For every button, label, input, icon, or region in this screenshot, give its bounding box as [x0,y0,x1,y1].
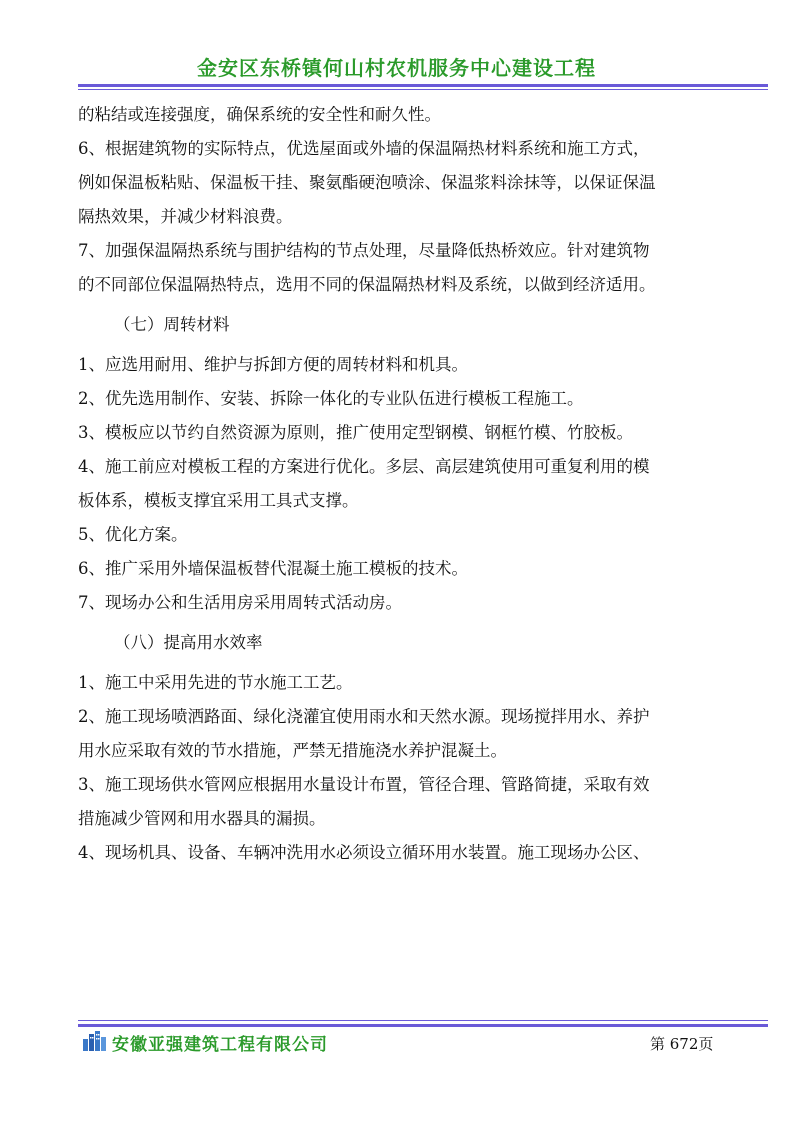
body-text-line: 措施减少管网和用水器具的漏损。 [78,809,326,828]
header-rule-thick [78,84,768,87]
body-text-line: 6、根据建筑物的实际特点，优选屋面或外墙的保温隔热材料系统和施工方式， [78,139,650,158]
body-text-line: 1、应选用耐用、维护与拆卸方便的周转材料和机具。 [78,355,468,374]
body-text-line: 的粘结或连接强度，确保系统的安全性和耐久性。 [78,105,441,124]
page-header-title: 金安区东桥镇何山村农机服务中心建设工程 [197,56,596,80]
body-text-line: 1、施工中采用先进的节水施工工艺。 [78,673,353,692]
body-text-line: 例如保温板粘贴、保温板干挂、聚氨酯硬泡喷涂、保温浆料涂抹等，以保证保温 [78,173,656,192]
header-rule-thin [78,89,768,90]
document-body [78,98,718,870]
section-heading: （七）周转材料 [114,315,230,334]
body-text-line: 用水应采取有效的节水措施，严禁无措施浇水养护混凝土。 [78,741,507,760]
footer-rule-thick [78,1024,768,1027]
body-text-line: 7、现场办公和生活用房采用周转式活动房。 [78,593,402,612]
body-text-line: 板体系，模板支撑宜采用工具式支撑。 [78,491,359,510]
body-text-line: 3、施工现场供水管网应根据用水量设计布置，管径合理、管路简捷，采取有效 [78,775,650,794]
body-text-line: 4、施工前应对模板工程的方案进行优化。多层、高层建筑使用可重复利用的模 [78,457,650,476]
body-text-line: 的不同部位保温隔热特点，选用不同的保温隔热材料及系统，以做到经济适用。 [78,275,656,294]
footer-page-number: 第 672页 [650,1035,714,1053]
body-text-line: 4、现场机具、设备、车辆冲洗用水必须设立循环用水装置。施工现场办公区、 [78,843,650,862]
body-text-line: 2、优先选用制作、安装、拆除一体化的专业队伍进行模板工程施工。 [78,389,584,408]
body-text-line: 隔热效果，并减少材料浪费。 [78,207,293,226]
body-text-line: 7、加强保温隔热系统与围护结构的节点处理，尽量降低热桥效应。针对建筑物 [78,241,650,260]
body-text-line: 2、施工现场喷洒路面、绿化浇灌宜使用雨水和天然水源。现场搅拌用水、养护 [78,707,650,726]
footer-rule-thin [78,1020,768,1021]
body-text-line: 3、模板应以节约自然资源为原则，推广使用定型钢模、钢框竹模、竹胶板。 [78,423,633,442]
body-text-line: 6、推广采用外墙保温板替代混凝土施工模板的技术。 [78,559,468,578]
body-text-line: 5、优化方案。 [78,525,188,544]
building-logo-icon [82,1031,108,1051]
section-heading: （八）提高用水效率 [114,633,263,652]
footer-company-name: 安徽亚强建筑工程有限公司 [112,1035,328,1055]
